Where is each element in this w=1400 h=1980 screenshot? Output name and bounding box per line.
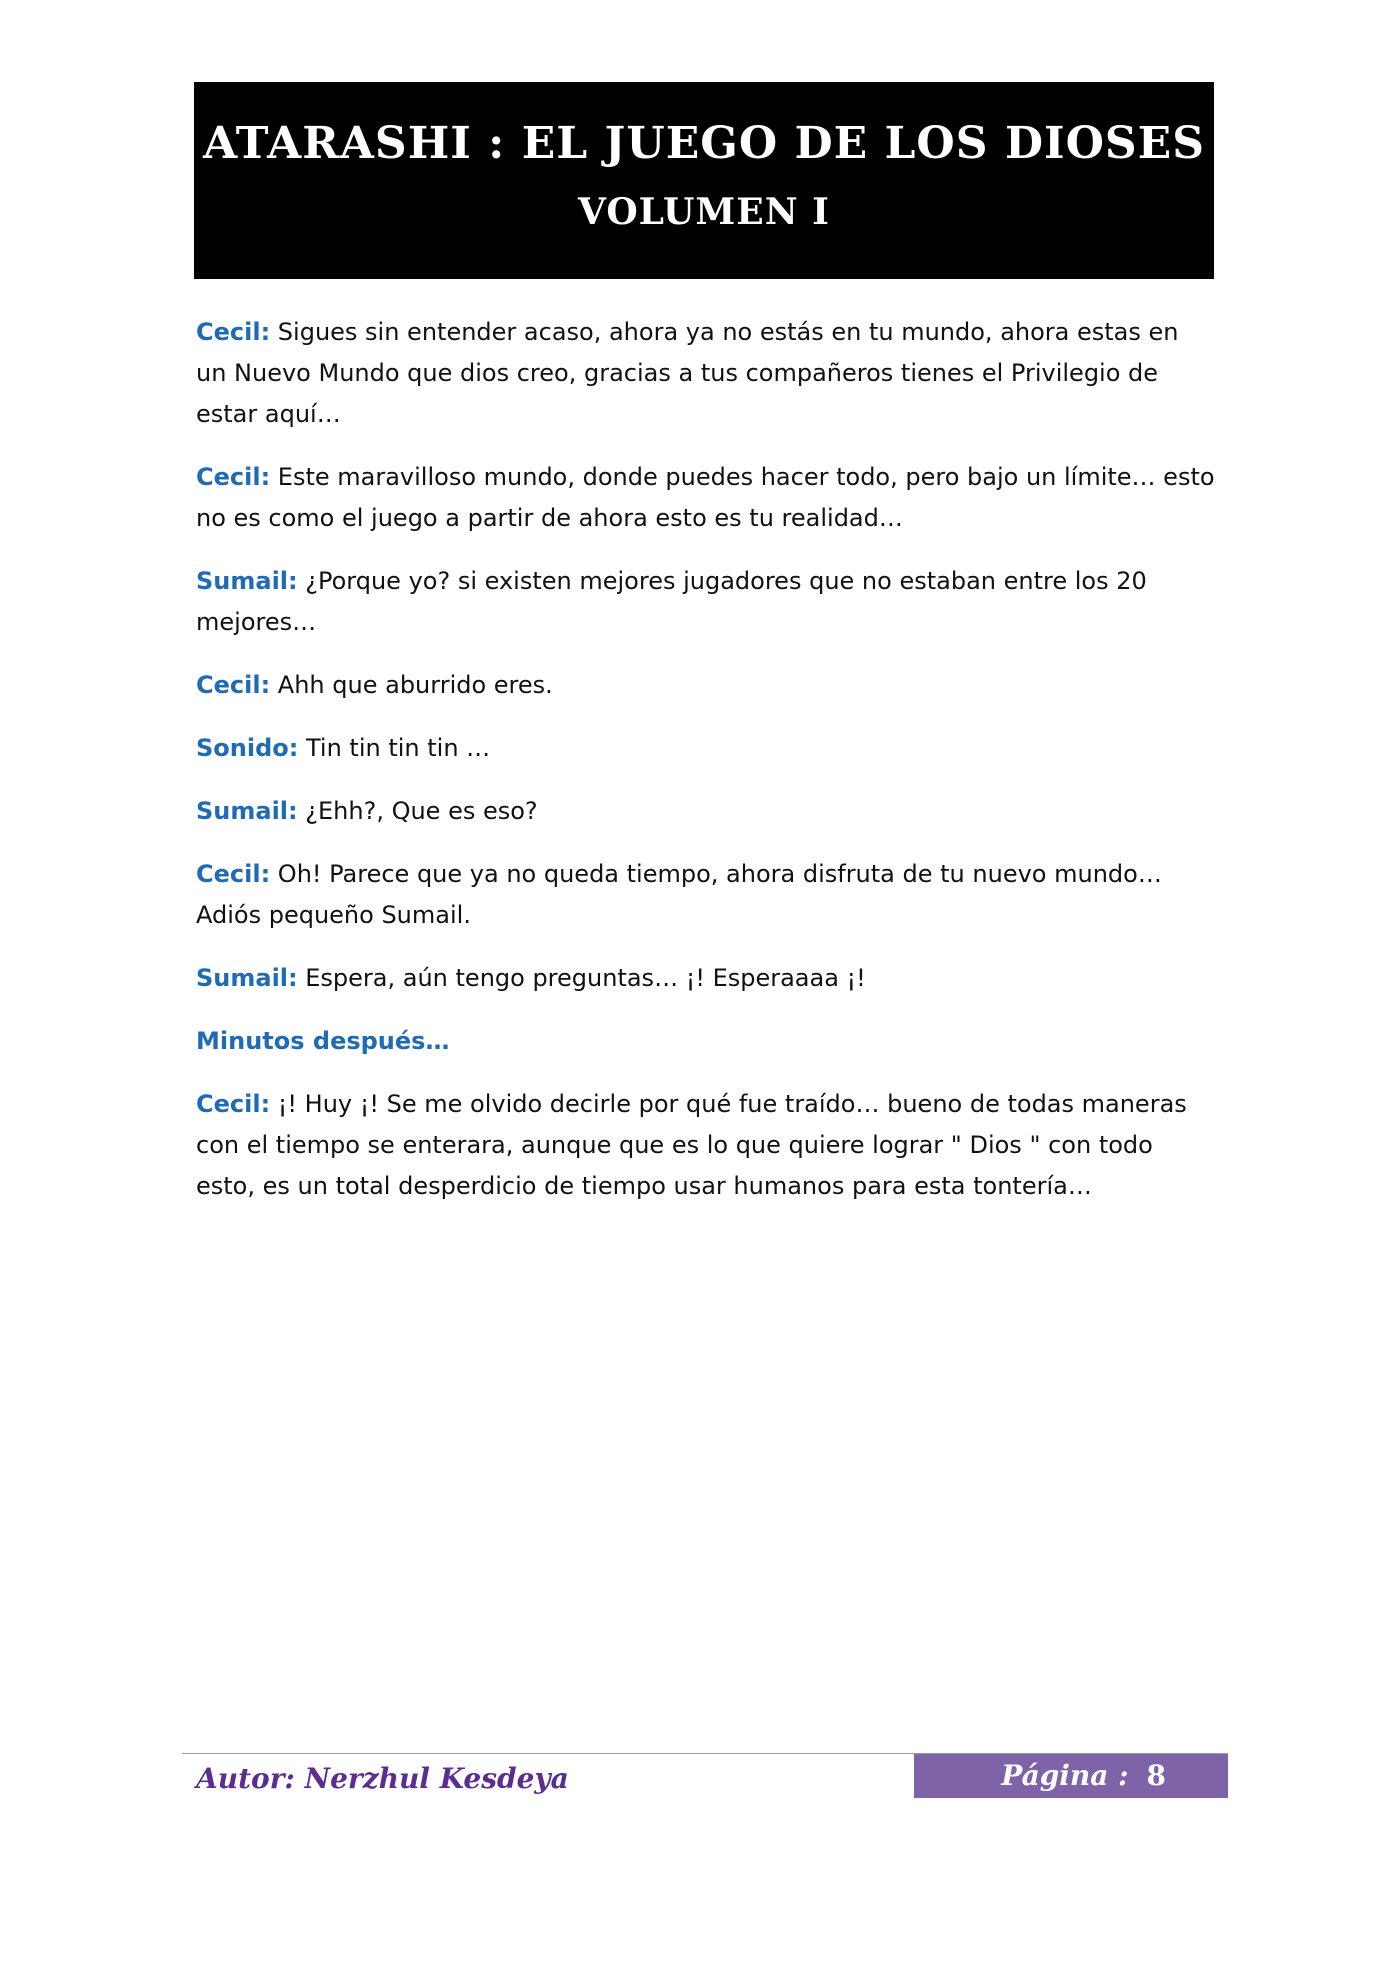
dialogue-paragraph bbox=[196, 854, 1216, 936]
speaker-label: Sumail: bbox=[196, 797, 298, 825]
speaker-label: Sumail: bbox=[196, 964, 298, 992]
dialogue-text: Espera, aún tengo preguntas… ¡! Esperaaaa ¡! bbox=[297, 964, 866, 992]
dialogue-paragraph bbox=[196, 791, 1216, 832]
header-banner bbox=[194, 82, 1214, 279]
dialogue-paragraph bbox=[196, 958, 1216, 999]
dialogue-text: Este maravilloso mundo, donde puedes hacer todo, pero bajo un límite… esto no es como el juego a partir de ahora esto es tu realidad… bbox=[196, 463, 1215, 532]
page-label: Página : bbox=[1001, 1759, 1129, 1792]
dialogue-paragraph bbox=[196, 312, 1216, 435]
dialogue-text: Sigues sin entender acaso, ahora ya no estás en tu mundo, ahora estas en un Nuevo Mundo que dios creo, gracias a tus compañeros tienes el Privilegio de estar aquí… bbox=[196, 318, 1179, 428]
dialogue-text: Ahh que aburrido eres. bbox=[270, 671, 553, 699]
speaker-label: Cecil: bbox=[196, 1090, 271, 1118]
volume-subtitle: VOLUMEN I bbox=[578, 191, 830, 233]
speaker-label: Sonido: bbox=[196, 734, 299, 762]
dialogue-paragraph bbox=[196, 728, 1216, 769]
dialogue-text: ¡! Huy ¡! Se me olvido decirle por qué fue traído… bueno de todas maneras con el tiempo se enterara, aunque que es lo que quiere lograr " Dios " con todo esto, es un total desperdicio de tiempo usar humanos para esta tontería… bbox=[196, 1090, 1187, 1200]
speaker-label: Cecil: bbox=[196, 463, 271, 491]
speaker-label: Sumail: bbox=[196, 567, 298, 595]
dialogue-text: Oh! Parece que ya no queda tiempo, ahora disfruta de tu nuevo mundo… Adiós pequeño Sumail. bbox=[196, 860, 1162, 929]
document-body bbox=[196, 312, 1216, 1229]
dialogue-paragraph bbox=[196, 561, 1216, 643]
dialogue-paragraph bbox=[196, 1084, 1216, 1207]
scene-note: Minutos después… bbox=[196, 1027, 450, 1055]
dialogue-text: ¿Porque yo? si existen mejores jugadores que no estaban entre los 20 mejores… bbox=[196, 567, 1147, 636]
page-number: 8 bbox=[1146, 1759, 1166, 1792]
speaker-label: Cecil: bbox=[196, 318, 271, 346]
footer-author: Autor: Nerzhul Kesdeya bbox=[196, 1762, 569, 1795]
dialogue-text: ¿Ehh?, Que es eso? bbox=[297, 797, 538, 825]
speaker-label: Cecil: bbox=[196, 860, 271, 888]
dialogue-text: Tin tin tin tin … bbox=[298, 734, 491, 762]
speaker-label: Cecil: bbox=[196, 671, 271, 699]
dialogue-paragraph bbox=[196, 665, 1216, 706]
page-title: ATARASHI : EL JUEGO DE LOS DIOSES bbox=[203, 118, 1205, 169]
footer-page-box bbox=[914, 1754, 1228, 1798]
dialogue-paragraph bbox=[196, 457, 1216, 539]
